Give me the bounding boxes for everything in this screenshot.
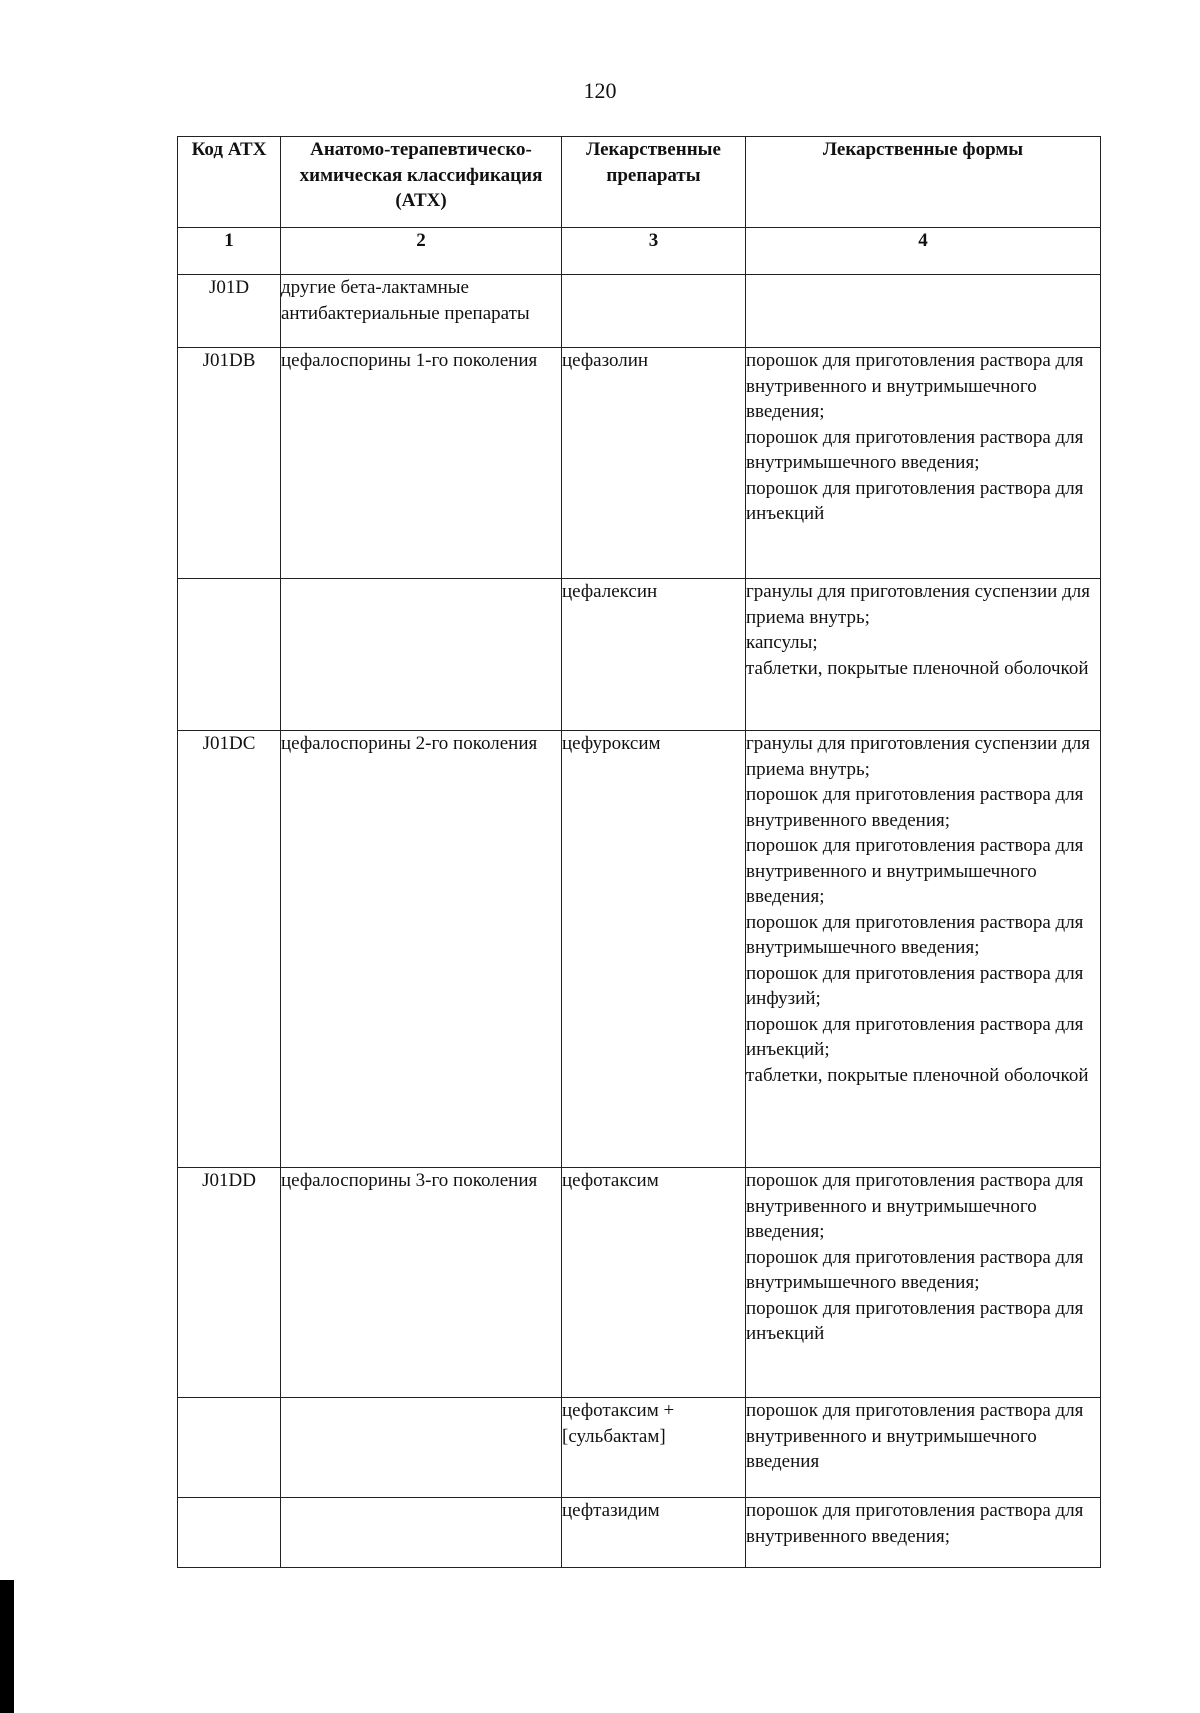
dosage-form-item: порошок для приготовления раствора для внутримышечного введения; xyxy=(746,911,1084,958)
dosage-forms-cell xyxy=(746,1498,1101,1568)
atx-code-cell: J01DD xyxy=(178,1168,281,1398)
dosage-form-item: гранулы для приготовления суспензии для приема внутрь; xyxy=(746,733,1090,780)
dosage-forms-cell xyxy=(746,731,1101,1168)
column-number: 3 xyxy=(562,228,746,275)
column-number: 1 xyxy=(178,228,281,275)
dosage-form-item: порошок для приготовления раствора для внутривенного и внутримышечного введения; xyxy=(746,835,1084,907)
header-classification: Анатомо-терапевтическо-химическая классификация (ATX) xyxy=(281,137,562,228)
table-row xyxy=(178,731,1101,1168)
atx-code-cell: J01D xyxy=(178,275,281,348)
dosage-form-item: порошок для приготовления раствора для инфузий; xyxy=(746,962,1084,1009)
drug-name-cell: цефалексин xyxy=(562,579,746,731)
table-row xyxy=(178,1398,1101,1498)
table-row xyxy=(178,579,1101,731)
dosage-form-item: таблетки, покрытые пленочной оболочкой xyxy=(746,657,1089,679)
table-row xyxy=(178,348,1101,579)
dosage-form-item: порошок для приготовления раствора для инъекций xyxy=(746,1297,1084,1344)
drug-name-cell xyxy=(562,275,746,348)
dosage-forms-cell xyxy=(746,275,1101,348)
header-forms: Лекарственные формы xyxy=(746,137,1101,228)
column-number: 4 xyxy=(746,228,1101,275)
drug-name-cell: цефотаксим + [сульбактам] xyxy=(562,1398,746,1498)
dosage-form-item: порошок для приготовления раствора для внутривенного и внутримышечного введения xyxy=(746,1400,1084,1472)
dosage-form-item: порошок для приготовления раствора для внутривенного и внутримышечного введения; xyxy=(746,350,1084,422)
drug-name-cell: цефазолин xyxy=(562,348,746,579)
drug-name-cell: цефуроксим xyxy=(562,731,746,1168)
drug-name-cell: цефтазидим xyxy=(562,1498,746,1568)
dosage-form-item: порошок для приготовления раствора для внутривенного и внутримышечного введения; xyxy=(746,1170,1084,1242)
table-header xyxy=(178,137,1101,275)
atx-code-cell xyxy=(178,579,281,731)
classification-cell xyxy=(281,1398,562,1498)
page-number: 120 xyxy=(583,78,617,103)
table-row xyxy=(178,275,1101,348)
scan-margin-bar xyxy=(0,1580,14,1713)
drug-name-cell: цефотаксим xyxy=(562,1168,746,1398)
classification-cell: цефалоспорины 2-го поколения xyxy=(281,731,562,1168)
atx-code-cell xyxy=(178,1398,281,1498)
dosage-forms-cell xyxy=(746,348,1101,579)
atx-code-cell xyxy=(178,1498,281,1568)
header-code: Код ATX xyxy=(178,137,281,228)
column-number-row xyxy=(178,228,1101,275)
dosage-form-item: порошок для приготовления раствора для инъекций; xyxy=(746,1013,1084,1060)
classification-cell xyxy=(281,579,562,731)
classification-cell: цефалоспорины 1-го поколения xyxy=(281,348,562,579)
dosage-form-item: гранулы для приготовления суспензии для приема внутрь; xyxy=(746,581,1090,628)
column-number: 2 xyxy=(281,228,562,275)
dosage-form-item: капсулы; xyxy=(746,632,818,653)
classification-cell: цефалоспорины 3-го поколения xyxy=(281,1168,562,1398)
atx-code-cell: J01DC xyxy=(178,731,281,1168)
dosage-forms-cell xyxy=(746,1168,1101,1398)
table-body xyxy=(178,275,1101,1568)
table-row xyxy=(178,1498,1101,1568)
atx-drug-table xyxy=(177,136,1101,1568)
table-row xyxy=(178,1168,1101,1398)
classification-cell: другие бета-лактамные антибактериальные препараты xyxy=(281,275,562,348)
dosage-forms-cell xyxy=(746,579,1101,731)
header-row xyxy=(178,137,1101,228)
dosage-form-item: порошок для приготовления раствора для внутривенного введения; xyxy=(746,784,1084,831)
header-drugs: Лекарственные препараты xyxy=(562,137,746,228)
dosage-form-item: порошок для приготовления раствора для внутримышечного введения; xyxy=(746,1246,1084,1293)
dosage-form-item: порошок для приготовления раствора для инъекций xyxy=(746,477,1084,524)
dosage-forms-cell xyxy=(746,1398,1101,1498)
atx-code-cell: J01DB xyxy=(178,348,281,579)
classification-cell xyxy=(281,1498,562,1568)
dosage-form-item: порошок для приготовления раствора для внутривенного введения; xyxy=(746,1500,1084,1547)
dosage-form-item: порошок для приготовления раствора для внутримышечного введения; xyxy=(746,426,1084,473)
dosage-form-item: таблетки, покрытые пленочной оболочкой xyxy=(746,1064,1089,1086)
